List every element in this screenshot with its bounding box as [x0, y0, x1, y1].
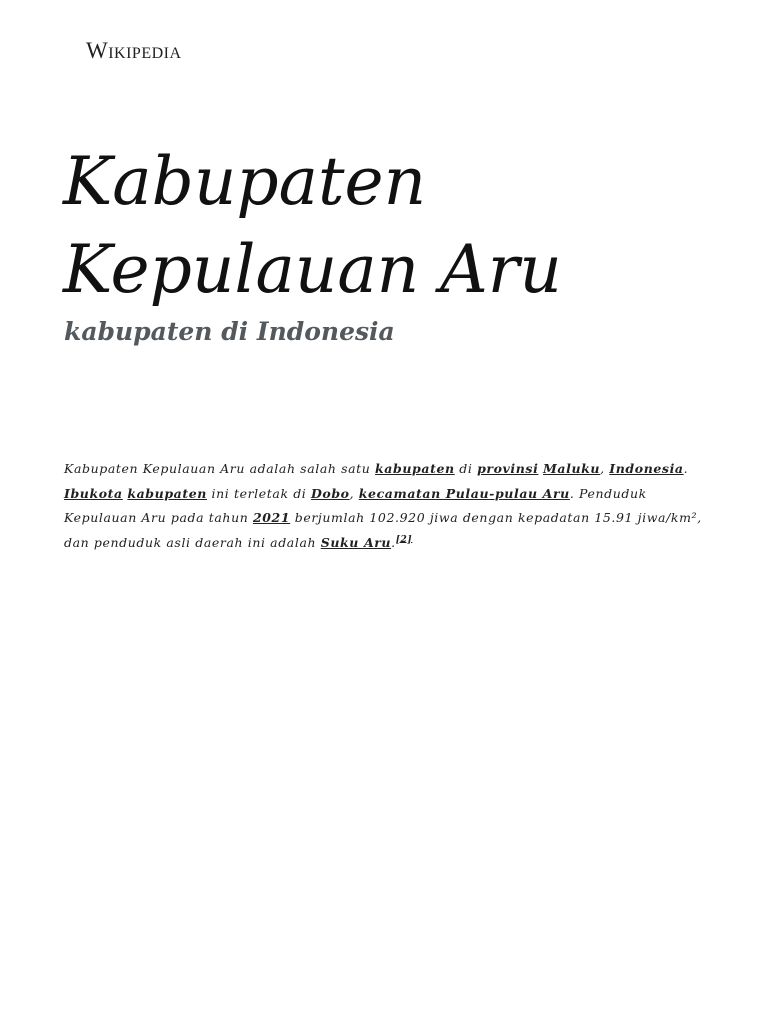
link-ibukota[interactable]: Ibukota: [64, 485, 123, 501]
link-maluku[interactable]: Maluku: [543, 461, 601, 476]
page-title: Kabupaten Kepulauan Aru: [63, 143, 562, 308]
link-indonesia[interactable]: Indonesia: [609, 461, 684, 476]
text-segment: .: [683, 461, 689, 476]
article-paragraph: [64, 457, 714, 555]
text-segment: . Penduduk Kepulauan Aru pada tahun: [64, 485, 647, 525]
text-segment: .: [391, 534, 396, 550]
link-kabupaten-2[interactable]: kabupaten: [127, 485, 207, 501]
link-kabupaten[interactable]: kabupaten: [375, 461, 455, 476]
link-2021[interactable]: 2021: [252, 510, 291, 525]
link-kecamatan-pulau-pulau-aru[interactable]: kecamatan Pulau-pulau Aru: [358, 485, 570, 501]
text-segment: ,: [600, 461, 610, 476]
text-segment: berjumlah 102.920 jiwa dengan kepadatan 15.91 jiwa/km², dan penduduk asli daerah ini adalah: [64, 510, 702, 550]
text-segment: di: [454, 461, 478, 476]
link-provinsi[interactable]: provinsi: [477, 461, 539, 476]
link-dobo[interactable]: Dobo: [310, 485, 350, 501]
reference-link[interactable]: [2]: [395, 534, 413, 545]
text-segment: ,: [349, 485, 359, 501]
text-segment: Kabupaten Kepulauan Aru adalah salah satu: [64, 461, 376, 476]
page-description: kabupaten di Indonesia: [64, 317, 395, 346]
wikipedia-wordmark[interactable]: Wikipedia: [86, 38, 182, 63]
link-suku-aru[interactable]: Suku Aru: [320, 534, 392, 550]
text-segment: ini terletak di: [206, 485, 311, 501]
